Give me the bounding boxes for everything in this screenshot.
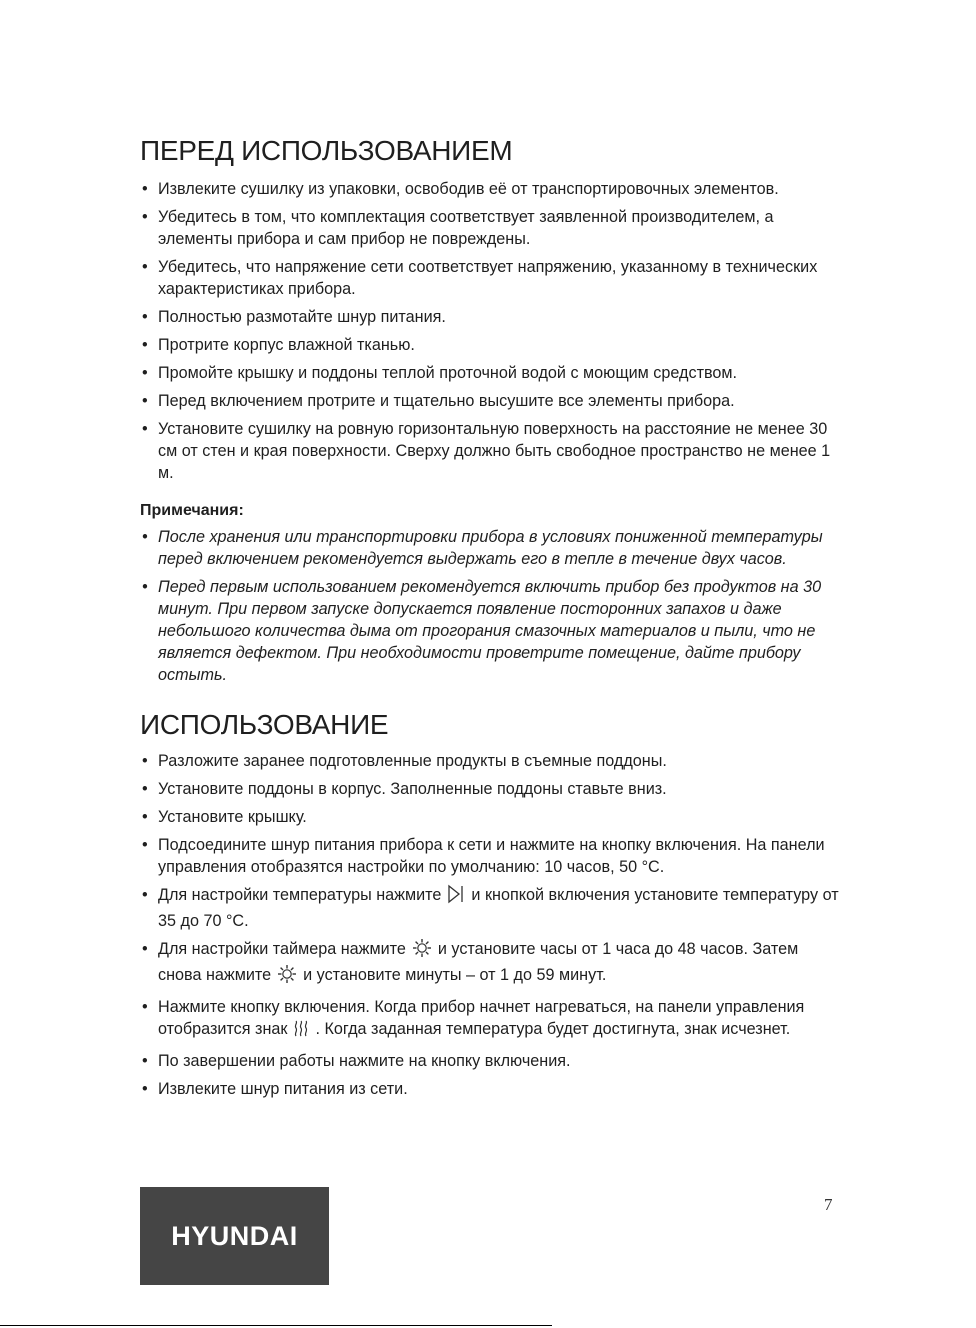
list-item: • Промойте крышку и поддоны теплой проточной водой с моющим средством. xyxy=(142,364,738,382)
list-item: • Убедитесь в том, что комплектация соответствует заявленной производителем, а элементы прибора и сам прибор не повреждены. xyxy=(142,208,774,248)
list-item: • По завершении работы нажмите на кнопку включения. xyxy=(142,1052,571,1070)
notes-list xyxy=(140,526,840,686)
list-item: • Разложите заранее подготовленные продукты в съемные поддоны. xyxy=(142,752,667,770)
section-title-usage: ИСПОЛЬЗОВАНИЕ xyxy=(140,709,389,740)
gear-icon xyxy=(277,964,297,990)
list-item: • Установите поддоны в корпус. Заполненные поддоны ставьте вниз. xyxy=(142,780,667,798)
brand-logo: HYUNDAI xyxy=(140,1187,329,1285)
list-item: • Подсоедините шнур питания прибора к сети и нажмите на кнопку включения. На панели управления отобразятся настройки по умолчанию: 10 часов, 50 °С. xyxy=(142,836,825,876)
note-item: • Перед первым использованием рекомендуется включить прибор без продуктов на 30 минут. При первом запуске допускается появление посторонних запахов и даже небольшого количества дыма от прогорания смазочных материалов и пыли, что не является дефектом. При необходимости проветрите помещение, дайте прибору остыть. xyxy=(142,578,822,684)
notes-title: Примечания: xyxy=(140,502,244,519)
section-title-before-use: ПЕРЕД ИСПОЛЬЗОВАНИЕМ xyxy=(140,135,513,166)
list-item: • Установите сушилку на ровную горизонтальную поверхность на расстояние не менее 30 см от стен и края поверхности. Сверху должно быть свободное пространство не менее 1 м. xyxy=(142,420,831,482)
heat-waves-icon xyxy=(293,1020,309,1044)
list-item: • Извлеките шнур питания из сети. xyxy=(142,1080,408,1098)
page-number: 7 xyxy=(824,1195,833,1214)
list-item: • Убедитесь, что напряжение сети соответствует напряжению, указанному в технических характеристиках прибора. xyxy=(142,258,818,298)
list-item: • Протрите корпус влажной тканью. xyxy=(142,336,415,354)
gear-icon xyxy=(412,938,432,964)
before-use-list xyxy=(140,178,840,484)
play-bar-icon xyxy=(447,884,465,910)
list-item: • Для настройки температуры нажмите и кнопкой включения установите температуру от 35 до 70 °С. xyxy=(142,886,839,930)
usage-list xyxy=(140,750,840,1100)
list-item: • Нажмите кнопку включения. Когда прибор начнет нагреваться, на панели управления отобразится знак . Когда заданная температура будет достигнута, знак исчезнет. xyxy=(140,996,840,1044)
note-item: • После хранения или транспортировки прибора в условиях пониженной температуры перед включением рекомендуется выдержать его в тепле в течение двух часов. xyxy=(142,528,823,568)
list-item: • Полностью размотайте шнур питания. xyxy=(142,308,446,326)
list-item: • Для настройки таймера нажмите и установите часы от 1 часа до 48 часов. Затем снова нажмите и установите минуты – от 1 до 59 минут. xyxy=(140,938,840,990)
list-item: • Установите крышку. xyxy=(142,808,307,826)
content xyxy=(140,134,840,1106)
bottom-rule xyxy=(0,1325,552,1326)
list-item: • Извлеките сушилку из упаковки, освободив её от транспортировочных элементов. xyxy=(142,180,779,198)
list-item: • Перед включением протрите и тщательно высушите все элементы прибора. xyxy=(142,392,735,410)
